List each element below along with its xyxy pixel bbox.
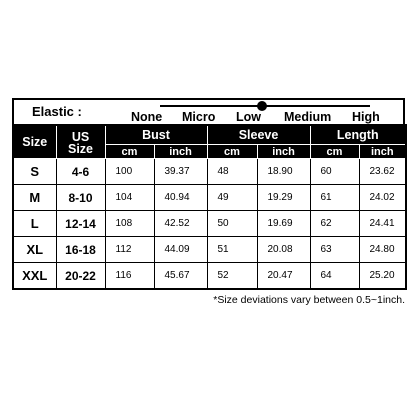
cell-size: L [13,211,56,237]
elastic-scale [12,98,405,124]
cell-bust-inch: 39.37 [154,159,207,185]
cell-sleeve-cm: 50 [207,211,257,237]
header-unit: inch [359,145,406,159]
cell-bust-cm: 104 [105,185,154,211]
header-size: Size [13,125,56,159]
elastic-level-none: None [131,110,163,124]
cell-sleeve-cm: 49 [207,185,257,211]
elastic-label: Elastic : [32,104,82,119]
size-chart [12,98,405,310]
cell-sleeve-inch: 18.90 [257,159,310,185]
cell-sleeve-inch: 20.47 [257,263,310,290]
cell-size: M [13,185,56,211]
cell-length-cm: 60 [310,159,359,185]
header-unit: inch [154,145,207,159]
cell-us-size: 16-18 [56,237,105,263]
header-unit: cm [207,145,257,159]
cell-length-inch: 24.41 [359,211,406,237]
elastic-level-high: High [352,110,380,124]
header-us-size: US Size [56,125,105,159]
header-sleeve: Sleeve [207,125,310,145]
header-bust: Bust [105,125,207,145]
table-row [13,185,406,211]
header-unit: inch [257,145,310,159]
cell-sleeve-cm: 52 [207,263,257,290]
cell-sleeve-inch: 19.69 [257,211,310,237]
cell-length-cm: 61 [310,185,359,211]
table-row [13,159,406,185]
cell-length-cm: 64 [310,263,359,290]
elastic-level-medium: Medium [284,110,332,124]
cell-sleeve-cm: 51 [207,237,257,263]
table-row [13,263,406,290]
cell-size: XXL [13,263,56,290]
cell-us-size: 8-10 [56,185,105,211]
header-length: Length [310,125,406,145]
cell-us-size: 4-6 [56,159,105,185]
cell-sleeve-cm: 48 [207,159,257,185]
size-table [12,124,407,290]
cell-bust-inch: 42.52 [154,211,207,237]
cell-length-inch: 23.62 [359,159,406,185]
cell-bust-cm: 116 [105,263,154,290]
cell-sleeve-inch: 19.29 [257,185,310,211]
header-row-groups [13,125,406,145]
cell-bust-inch: 44.09 [154,237,207,263]
header-unit: cm [310,145,359,159]
footnote-area [12,290,405,310]
table-row [13,237,406,263]
header-unit: cm [105,145,154,159]
cell-bust-cm: 100 [105,159,154,185]
cell-length-inch: 24.80 [359,237,406,263]
elastic-level-low: Low [236,110,261,124]
table-row [13,211,406,237]
cell-size: XL [13,237,56,263]
cell-us-size: 12-14 [56,211,105,237]
size-deviation-note: *Size deviations vary between 0.5~1inch. [213,294,405,306]
elastic-level-micro: Micro [182,110,216,124]
cell-length-cm: 62 [310,211,359,237]
cell-size: S [13,159,56,185]
cell-bust-cm: 112 [105,237,154,263]
cell-length-cm: 63 [310,237,359,263]
cell-us-size: 20-22 [56,263,105,290]
cell-length-inch: 24.02 [359,185,406,211]
cell-bust-inch: 40.94 [154,185,207,211]
cell-bust-inch: 45.67 [154,263,207,290]
cell-bust-cm: 108 [105,211,154,237]
cell-length-inch: 25.20 [359,263,406,290]
cell-sleeve-inch: 20.08 [257,237,310,263]
